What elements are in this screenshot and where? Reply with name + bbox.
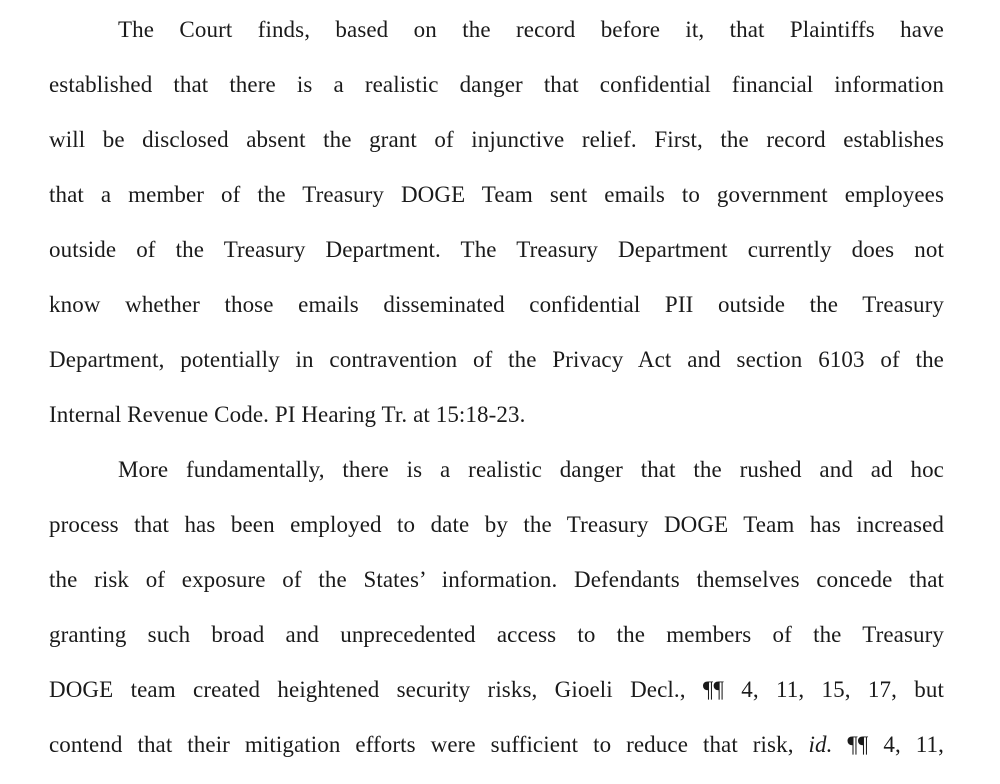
paragraph-2-line-6 [49,729,944,761]
paragraph-1-line-4: that a member of the Treasury DOGE Team sent emails to government employees [49,182,944,207]
line-text-after-cite: ¶¶ 4, 11, [847,732,944,757]
paragraph-1-line-7: Department, potentially in contravention of the Privacy Act and section 6103 of the [49,347,944,372]
paragraph-1-line-6: know whether those emails disseminated confidential PII outside the Treasury [49,292,944,317]
paragraph-2-line-3: the risk of exposure of the States’ information. Defendants themselves concede that [49,567,944,592]
paragraph-1-line-8: Internal Revenue Code. PI Hearing Tr. at 15:18-23. [49,402,526,427]
paragraph-1-line-1: The Court finds, based on the record before it, that Plaintiffs have [118,17,944,42]
paragraph-2-line-1: More fundamentally, there is a realistic danger that the rushed and ad hoc [118,457,944,482]
paragraph-2-line-2: process that has been employed to date by the Treasury DOGE Team has increased [49,512,944,537]
citation-id: id. [808,732,833,757]
paragraph-2-line-4: granting such broad and unprecedented access to the members of the Treasury [49,622,944,647]
paragraph-2-line-5: DOGE team created heightened security risks, Gioeli Decl., ¶¶ 4, 11, 15, 17, but [49,677,944,702]
paragraph-1-line-5: outside of the Treasury Department. The Treasury Department currently does not [49,237,944,262]
line-text-before-cite: contend that their mitigation efforts were sufficient to reduce that risk, [49,732,794,757]
paragraph-1-line-2: established that there is a realistic danger that confidential financial information [49,72,944,97]
paragraph-1-line-3: will be disclosed absent the grant of injunctive relief. First, the record establishes [49,127,944,152]
